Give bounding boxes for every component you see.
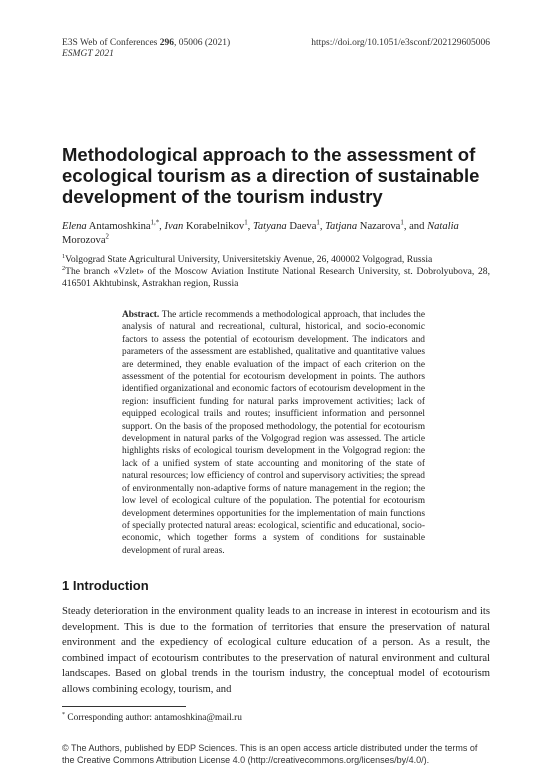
affiliations (62, 254, 490, 290)
author-given-name: Tatyana (252, 221, 287, 232)
author-given-name: Elena (62, 221, 87, 232)
affiliation-text: Volgograd State Agricultural University, Universitetskiy Avenue, 26, 400002 Volgograd, Russia (65, 254, 433, 265)
journal-citation: E3S Web of Conferences 296, 05006 (2021) (62, 38, 231, 48)
footnote-mark: * (62, 711, 66, 718)
footnote (62, 713, 242, 723)
author-given-name: Tatjana (325, 221, 358, 232)
affiliation-number: 1 (62, 252, 66, 260)
author-name (325, 221, 404, 232)
abstract-label: Abstract. (122, 310, 160, 320)
author-affiliation-mark: 2 (105, 233, 109, 241)
author-affiliation-mark: 1,* (150, 219, 160, 227)
author-affiliation-mark: 1 (316, 219, 320, 227)
author-name (164, 221, 247, 232)
abstract (122, 309, 425, 557)
author-family-name: Morozova (62, 235, 106, 246)
conference-name: ESMGT 2021 (62, 49, 114, 59)
license-notice: © The Authors, published by EDP Sciences. This is an open access article distributed under the terms of the Creative Commons Attribution License 4.0 (http://creativecommons.org/licenses/by/4.0/). (62, 743, 478, 765)
author-family-name: Antamoshkina (86, 221, 151, 232)
introduction-paragraph: Steady deterioration in the environment quality leads to an increase in interest in ecotourism and its development. This is due to the formation of territories that ensure the preservation of natural environment and the expediency of ecological culture education of a person. As a result, the combined impact of ecotourism contributes to the preservation of natural environment and cultural landscapes. Based on global trends in the tourism industry, the conceptual model of ecotourism allows combining ecology, tourism, and (62, 606, 490, 695)
doi-link[interactable]: https://doi.org/10.1051/e3sconf/202129605006 (311, 38, 490, 48)
footnote-divider (62, 706, 186, 707)
author-separator: , (247, 221, 253, 232)
author-given-name: Natalia (427, 221, 459, 232)
author-family-name: Korabelnikov (183, 221, 245, 232)
author-list (62, 220, 490, 248)
affiliation-number: 2 (62, 264, 66, 272)
abstract-text: The article recommends a methodological approach, that includes the analysis of natural and recreational, cultural, historical, and socio-economic factors to assess the potential of ecotourism development. The indicators and parameters of the assessment are established, qualitative and quantitative values are determined, they enable evaluation of the impact of each criterion on the assessment of the potential for ecotourism development in points. The authors identified organizational and economic factors of ecotourism development in the region: insufficient funding for natural parks improvement activities; lack of equipped ecological trails and routes; insufficient information and personnel support. On the basis of the proposed methodology, the potential for ecotourism development in natural parks of the Volgograd region was assessed. The article highlights risks of ecological tourism development in the Volgograd region: the lack of a unified system of state accounting and monitoring of the state of natural resources; low efficiency of control and supervisory activities; the spread of environmentally non-adaptive forms of nature management in the region; the low level of ecological culture of the population. The potential for ecotourism development determines opportunities for the implementation of main functions of specially protected natural areas: ecological, scientific and educational, socio-economic, which together forms a system of conditions for sustainable development of rural areas. (122, 310, 425, 556)
author-affiliation-mark: 1 (244, 219, 248, 227)
author-affiliation-mark: 1 (400, 219, 404, 227)
author-name (253, 221, 320, 232)
affiliation-line (62, 254, 490, 266)
affiliation-line (62, 266, 490, 290)
author-separator: , and (403, 221, 428, 232)
page-header (62, 38, 490, 59)
author-family-name: Nazarova (357, 221, 401, 232)
section-heading: 1 Introduction (62, 578, 149, 593)
footnote-text: Corresponding author: antamoshkina@mail.ru (65, 713, 242, 723)
author-given-name: Ivan (164, 221, 184, 232)
affiliation-text: The branch «Vzlet» of the Moscow Aviation Institute National Research University, st. Dobrolyubova, 28, 416501 Akhtubinsk, Astrakhan region, Russia (62, 266, 490, 289)
author-separator: , (159, 221, 165, 232)
paper-title: Methodological approach to the assessment of ecological tourism as a direction of sustainable development of the tourism industry (62, 144, 480, 207)
author-name (62, 221, 159, 232)
author-family-name: Daeva (286, 221, 317, 232)
author-separator: , (319, 221, 326, 232)
